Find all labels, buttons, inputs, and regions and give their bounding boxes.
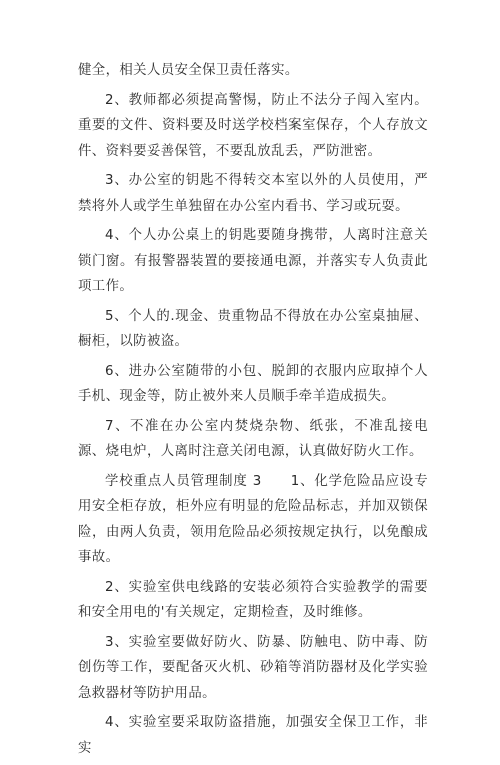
- paragraph-item-4: 4、个人办公桌上的钥匙要随身携带，人离时注意关锁门窗。有报警器装置的要接通电源，并落实专人负责此项工作。: [78, 228, 428, 294]
- paragraph-item-6: 6、进办公室随带的小包、脱卸的衣服内应取掉个人手机、现金等，防止被外来人员顺手牵羊造成损失。: [78, 363, 428, 404]
- paragraph-section-3-item-4: 4、实验室要采取防盗措施，加强安全保卫工作，非实: [78, 715, 428, 756]
- paragraph-item-3: 3、办公室的钥匙不得转交本室以外的人员使用，严禁将外人或学生单独留在办公室内看书、学习或玩耍。: [78, 173, 428, 214]
- paragraph-section-3-item-1: 学校重点人员管理制度 3 1、化学危险品应设专用安全柜存放，柜外应有明显的危险品标志，并加双锁保险，由两人负责，领用危险品必须按规定执行，以免酿成事故。: [78, 473, 428, 565]
- paragraph-section-3-item-2: 2、实验室供电线路的安装必须符合实验教学的需要和安全用电的'有关规定，定期检查，及时维修。: [78, 579, 428, 620]
- paragraph-item-5: 5、个人的.现金、贵重物品不得放在办公室桌抽屉、橱柜，以防被盗。: [78, 308, 428, 349]
- paragraph-continuation: 健全，相关人员安全保卫责任落实。: [78, 63, 299, 78]
- paragraph-item-7: 7、不准在办公室内焚烧杂物、纸张，不准乱接电源、烧电炉，人离时注意关闭电源，认真做好防火工作。: [78, 418, 428, 459]
- paragraph-section-3-item-3: 3、实验室要做好防火、防暴、防触电、防中毒、防创伤等工作，要配备灭火机、砂箱等消防器材及化学实验急救器材等防护用品。: [78, 634, 428, 701]
- paragraph-item-2: 2、教师都必须提高警惕，防止不法分子闯入室内。重要的文件、资料要及时送学校档案室保存，个人存放文件、资料要妥善保管，不要乱放乱丢，严防泄密。: [78, 92, 428, 159]
- document-body: [78, 58, 428, 765]
